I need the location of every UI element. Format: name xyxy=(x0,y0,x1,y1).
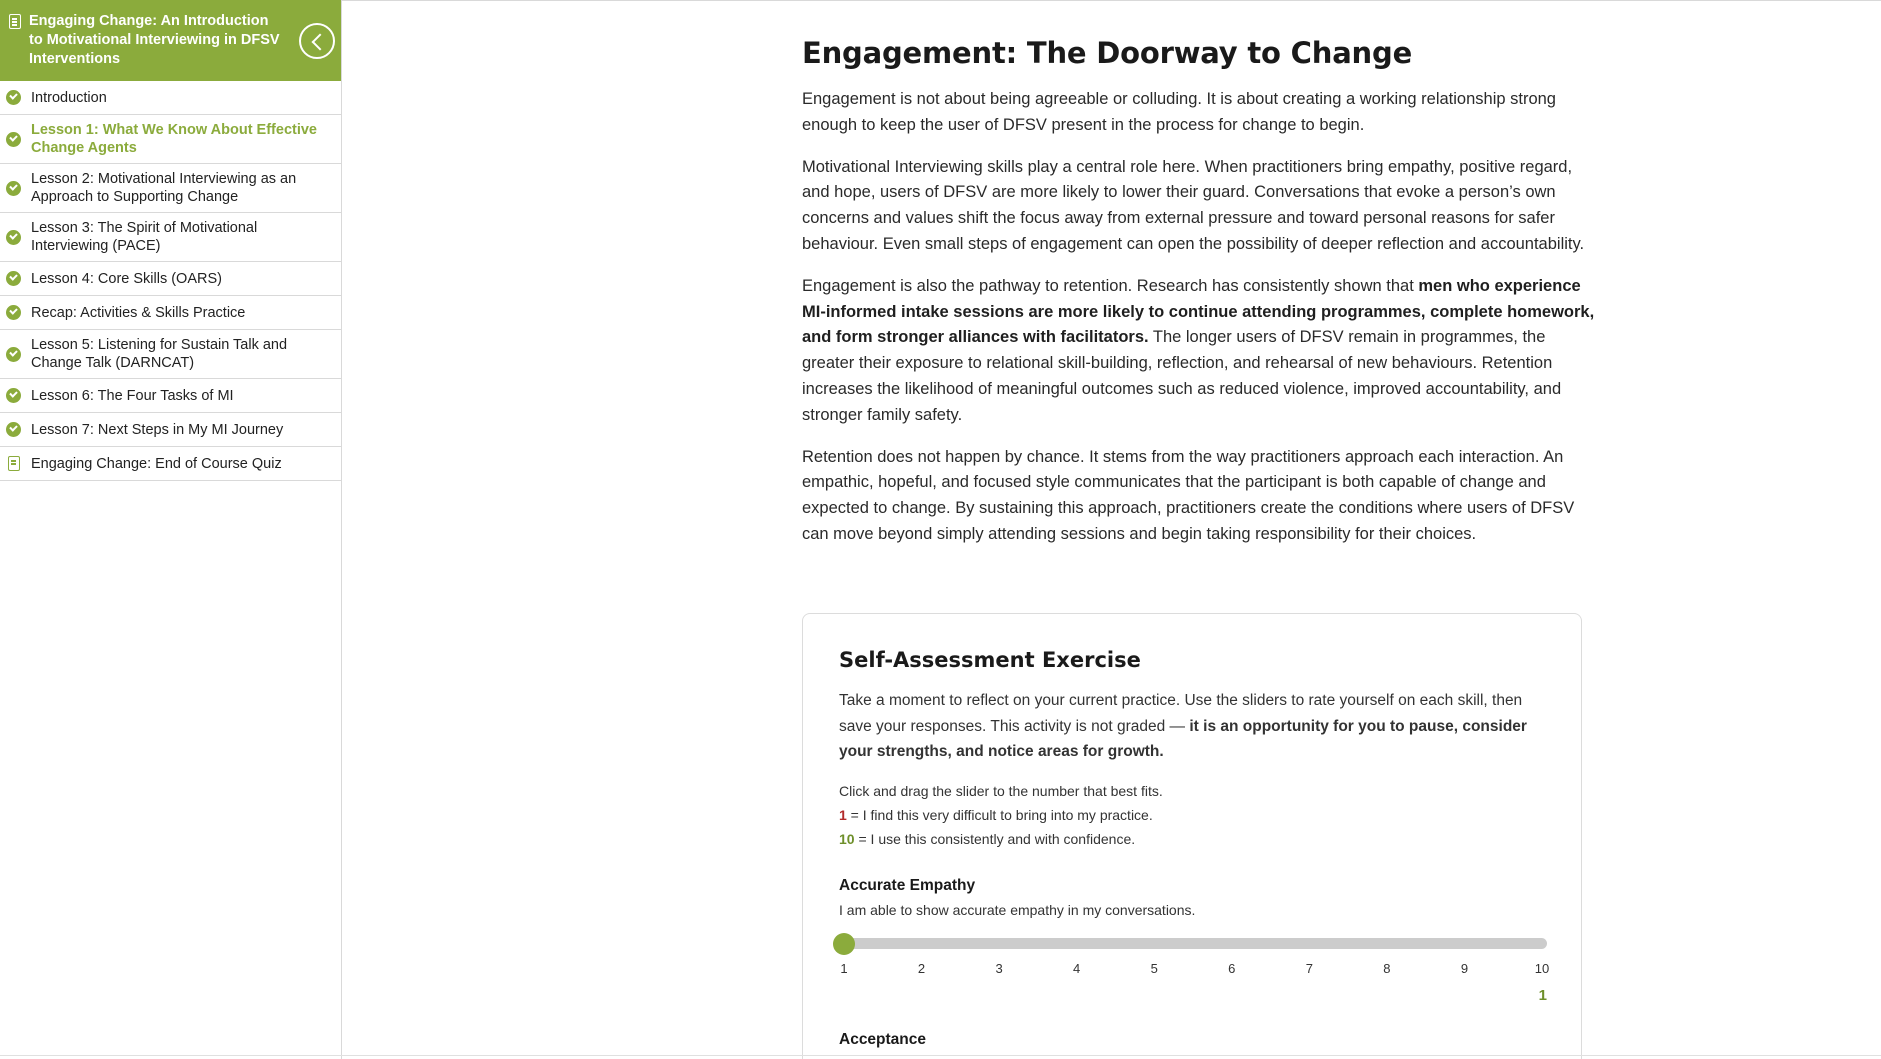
scale-tick: 1 xyxy=(840,960,848,976)
paragraph-mi-skills: Motivational Interviewing skills play a central role here. When practitioners bring empathy, positive regard, and hope, users of DFSV are more likely to lower their guard. Conversations that evoke a person’s own concerns and values shift the focus away from external pressure and toward personal reasons for safer behaviour. Even small steps of engagement can open the possibility of deeper reflection and accountability. xyxy=(802,157,1585,253)
scale-tick: 10 xyxy=(1534,960,1550,976)
slider-value: 1 xyxy=(1538,986,1547,1004)
lesson-label: Lesson 4: Core Skills (OARS) xyxy=(31,270,222,287)
check-circle-icon xyxy=(6,181,21,196)
scale-tick: 6 xyxy=(1228,960,1236,976)
scale-tick: 9 xyxy=(1460,960,1469,976)
lesson-label: Lesson 3: The Spirit of Motivational Interviewing (PACE) xyxy=(31,220,258,254)
course-sidebar xyxy=(0,0,342,1059)
sidebar-lesson-item[interactable] xyxy=(0,413,341,447)
research-highlight: men who experience MI-informed intake sessions are more likely to continue attending programmes, complete homework, and form stronger alliances with facilitators. xyxy=(802,276,1595,347)
exercise-title: Self-Assessment Exercise xyxy=(839,648,1141,672)
scale-tick: 2 xyxy=(917,960,926,976)
sidebar-lesson-item[interactable] xyxy=(0,115,341,164)
sidebar-lesson-item[interactable] xyxy=(0,164,341,213)
slider-scale xyxy=(839,960,1550,979)
check-circle-icon xyxy=(6,230,21,245)
skill-title: Accurate Empathy xyxy=(839,876,976,894)
lesson-label: Lesson 2: Motivational Interviewing as an Approach to Supporting Change xyxy=(31,171,297,205)
lesson-label: Lesson 6: The Four Tasks of MI xyxy=(31,387,234,404)
sidebar-lesson-item[interactable] xyxy=(0,81,341,115)
check-circle-icon xyxy=(6,388,21,403)
slider-instruction: Click and drag the slider to the number that best fits. xyxy=(839,782,1163,799)
page-title: Engagement: The Doorway to Change xyxy=(802,36,1413,70)
slider-thumb[interactable] xyxy=(833,933,855,955)
self-assessment-card xyxy=(802,613,1582,1059)
check-circle-icon xyxy=(6,90,21,105)
collapse-sidebar-button[interactable] xyxy=(299,23,335,59)
scale-tick: 7 xyxy=(1305,960,1313,976)
sidebar-lesson-item[interactable] xyxy=(0,262,341,296)
check-circle-icon xyxy=(6,422,21,437)
paragraph-engagement: Engagement is not about being agreeable or colluding. It is about creating a working relationship strong enough to keep the user of DFSV present in the process for change to begin. xyxy=(802,90,1556,134)
check-circle-icon xyxy=(6,132,21,147)
scale-tick: 8 xyxy=(1383,960,1391,976)
lesson-label: Introduction xyxy=(31,89,107,106)
lesson-label: Engaging Change: End of Course Quiz xyxy=(31,455,282,472)
check-circle-icon xyxy=(6,347,21,362)
sidebar-lesson-item[interactable] xyxy=(0,296,341,330)
lesson-content xyxy=(802,36,1602,564)
lesson-label: Lesson 5: Listening for Sustain Talk and Change Talk (DARNCAT) xyxy=(31,337,288,371)
quiz-icon xyxy=(8,456,20,471)
lesson-list xyxy=(0,81,341,481)
scale-tick: 4 xyxy=(1073,960,1081,976)
course-header xyxy=(0,0,341,81)
legend-low: 1 = I find this very difficult to bring into my practice. xyxy=(839,806,1153,823)
lesson-label: Lesson 1: What We Know About Effective Change Agents xyxy=(31,122,317,156)
lesson-label: Lesson 7: Next Steps in My MI Journey xyxy=(31,421,284,438)
sidebar-lesson-item[interactable] xyxy=(0,330,341,379)
scale-tick: 3 xyxy=(995,960,1003,976)
legend-high: 10 = I use this consistently and with confidence. xyxy=(839,830,1136,847)
sidebar-lesson-item[interactable] xyxy=(0,447,341,481)
sidebar-lesson-item[interactable] xyxy=(0,379,341,413)
lesson-label: Recap: Activities & Skills Practice xyxy=(31,304,246,321)
sidebar-lesson-item[interactable] xyxy=(0,213,341,262)
skill-description: I am able to show accurate empathy in my conversations. xyxy=(839,901,1196,918)
exercise-intro: Take a moment to reflect on your current practice. Use the sliders to rate yourself on each skill, then save your responses. This activity is not graded — it is an opportunity for you to pause, consider your strengths, and notice areas for growth. xyxy=(839,692,1527,760)
bottom-divider xyxy=(0,1055,1881,1056)
course-title: Engaging Change: An Introduction to Motivational Interviewing in DFSV Interventions xyxy=(29,13,280,67)
scale-tick: 5 xyxy=(1150,960,1158,976)
paragraph-retention: Engagement is also the pathway to retention. Research has consistently shown that men who experience MI-informed intake sessions are more likely to continue attending programmes, complete homework, and form stronger alliances with facilitators. The longer users of DFSV remain in programmes, the greater their exposure to relational skill-building, reflection, and rehearsal of new behaviours. Retention increases the likelihood of meaningful outcomes such as reduced violence, improved accountability, and stronger family safety. xyxy=(802,276,1595,424)
next-skill-title: Acceptance xyxy=(839,1030,927,1048)
document-icon xyxy=(9,14,21,29)
paragraph-chance: Retention does not happen by chance. It stems from the way practitioners approach each interaction. An empathic, hopeful, and focused style communicates that the participant is both capable of change and expected to change. By sustaining this approach, practitioners create the conditions where users of DFSV can move beyond simply attending sessions and begin taking responsibility for their choices. xyxy=(802,447,1575,543)
check-circle-icon xyxy=(6,305,21,320)
top-divider xyxy=(342,0,1881,1)
slider-track[interactable] xyxy=(839,938,1547,949)
check-circle-icon xyxy=(6,271,21,286)
rating-slider[interactable] xyxy=(839,934,1547,946)
